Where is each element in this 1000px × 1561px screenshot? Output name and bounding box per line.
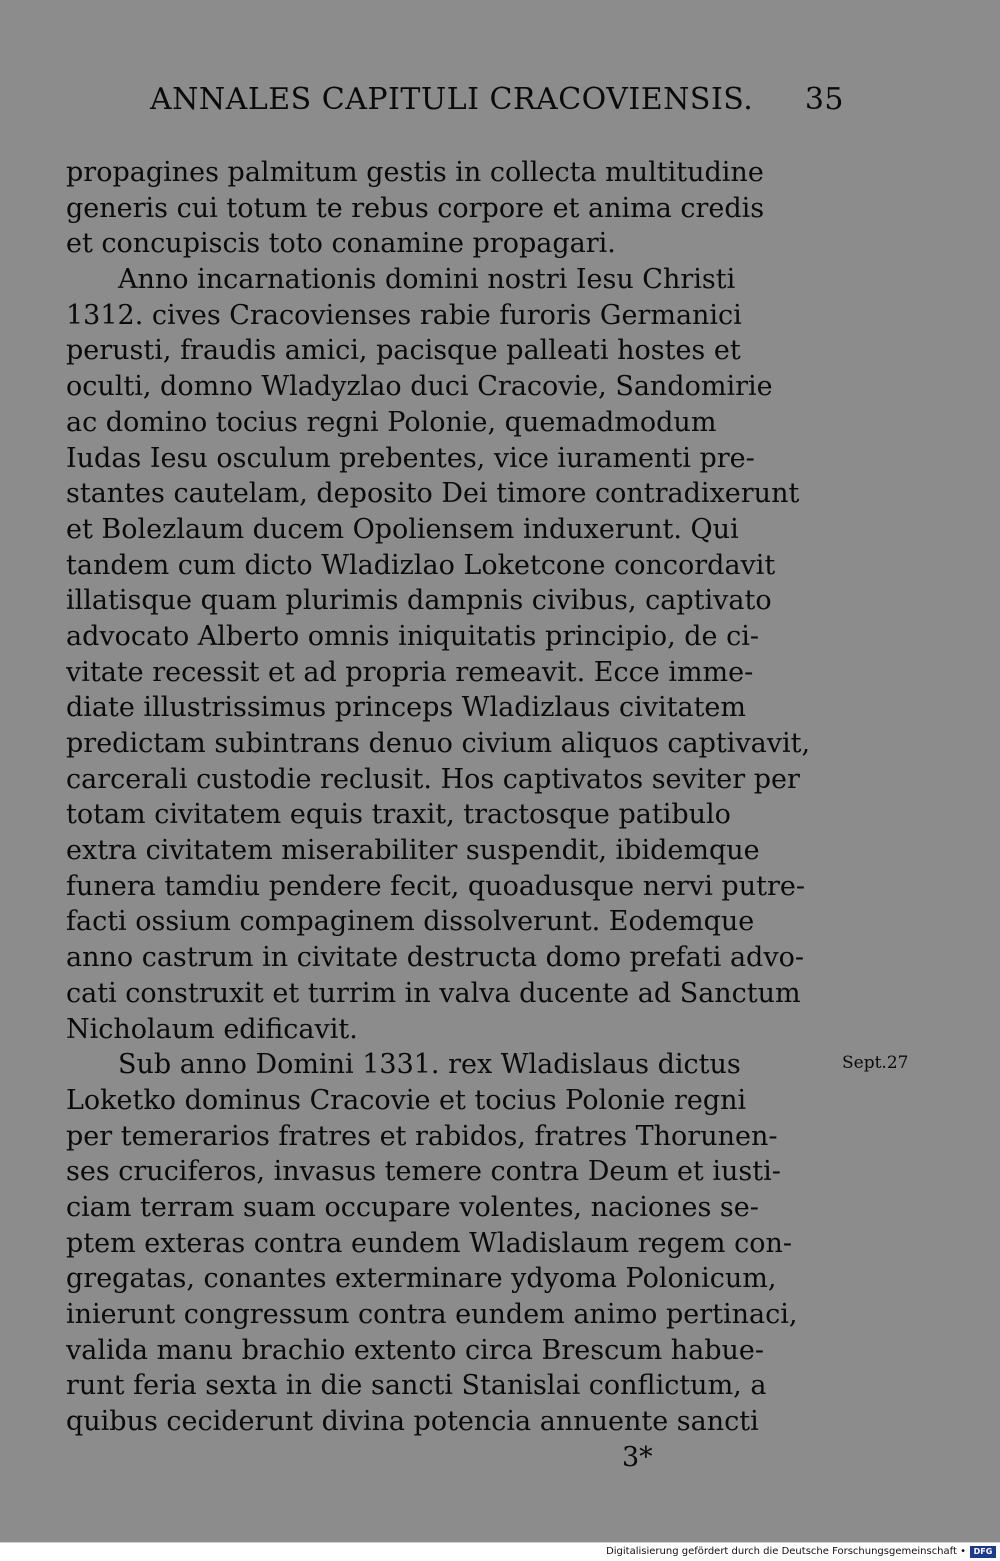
text-line: ac domino tocius regni Polonie, quemadmodum — [66, 406, 717, 438]
text-line: 1312. cives Cracovienses rabie furoris Germanici — [66, 299, 742, 331]
text-line: advocato Alberto omnis iniquitatis principio, de ci- — [66, 620, 759, 652]
body-text — [66, 155, 840, 1440]
text-line: illatisque quam plurimis dampnis civibus, captivato — [66, 585, 772, 617]
page-number: 35 — [804, 82, 844, 117]
running-header — [150, 82, 850, 130]
text-line: et Bolezlaum ducem Opoliensem induxerunt. Qui — [66, 513, 739, 545]
text-line: ses cruciferos, invasus temere contra Deum et iusti- — [66, 1156, 781, 1188]
text-line: funera tamdiu pendere fecit, quoadusque nervi putre- — [66, 870, 805, 902]
text-line: gregatas, conantes exterminare ydyoma Polonicum, — [66, 1263, 777, 1295]
text-line: anno castrum in civitate destructa domo prefati advo- — [66, 942, 804, 974]
digitization-footer — [0, 1542, 1000, 1561]
text-line: Anno incarnationis domini nostri Iesu Christi — [118, 264, 736, 296]
text-line: per temerarios fratres et rabidos, fratres Thorunen- — [66, 1120, 778, 1152]
text-line: tandem cum dicto Wladizlao Loketcone concordavit — [66, 549, 776, 581]
text-line: ciam terram suam occupare volentes, naciones se- — [66, 1191, 759, 1223]
signature-mark: 3* — [622, 1442, 653, 1473]
running-title: ANNALES CAPITULI CRACOVIENSIS. — [150, 82, 754, 117]
text-line: stantes cautelam, deposito Dei timore contradixerunt — [66, 478, 800, 510]
text-line: Iudas Iesu osculum prebentes, vice iuramenti pre- — [66, 442, 755, 474]
text-line: perusti, fraudis amici, pacisque palleati hostes et — [66, 335, 741, 367]
text-line: carcerali custodie reclusit. Hos captivatos seviter per — [66, 763, 800, 795]
text-line: cati construxit et turrim in valva ducente ad Sanctum — [66, 977, 801, 1009]
text-line: et concupiscis toto conamine propagari. — [66, 228, 616, 260]
text-line: diate illustrissimus princeps Wladizlaus civitatem — [66, 692, 746, 724]
text-line: predictam subintrans denuo civium aliquos captivavit, — [66, 728, 811, 759]
text-line: oculti, domno Wladyzlao duci Cracovie, Sandomirie — [66, 371, 773, 403]
text-line: Nicholaum edificavit. — [66, 1013, 358, 1045]
text-line: quibus ceciderunt divina potencia annuente sancti — [66, 1406, 759, 1438]
text-line: generis cui totum te rebus corpore et anima credis — [66, 192, 765, 224]
text-line: facti ossium compaginem dissolverunt. Eodemque — [66, 906, 755, 938]
text-line: extra civitatem miserabiliter suspendit, ibidemque — [66, 835, 760, 867]
margin-note-date: Sept.27 — [842, 1053, 909, 1073]
text-line: Sub anno Domini 1331. rex Wladislaus dictus — [118, 1049, 741, 1081]
funding-credit: Digitalisierung gefördert durch die Deutsche Forschungsgemeinschaft • — [606, 1546, 966, 1557]
text-line: ptem exteras contra eundem Wladislaum regem con- — [66, 1227, 792, 1259]
text-line: vitate recessit et ad propria remeavit. Ecce imme- — [66, 656, 754, 688]
text-line: inierunt congressum contra eundem animo pertinaci, — [66, 1299, 798, 1330]
dfg-logo-icon: DFG — [970, 1546, 996, 1558]
text-line: Loketko dominus Cracovie et tocius Polonie regni — [66, 1084, 747, 1116]
text-line: propagines palmitum gestis in collecta multitudine — [66, 157, 764, 188]
text-line: valida manu brachio extento circa Brescum habue- — [66, 1334, 765, 1366]
text-line: runt feria sexta in die sancti Stanislai conflictum, a — [66, 1370, 767, 1402]
text-line: totam civitatem equis traxit, tractosque patibulo — [66, 799, 731, 831]
